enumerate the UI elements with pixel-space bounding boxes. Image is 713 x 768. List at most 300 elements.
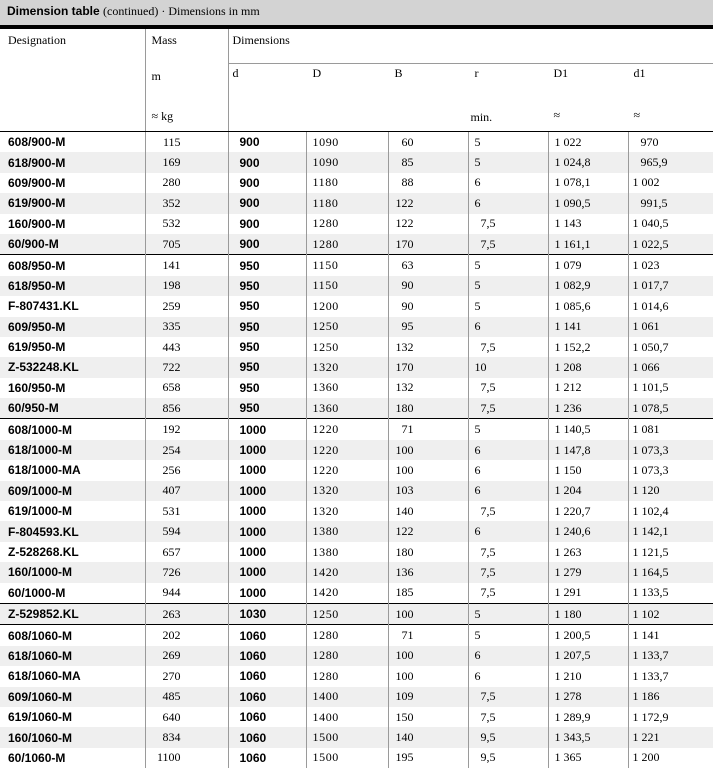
cell-designation: 608/950-M [0, 255, 145, 276]
cell-D: 1400 [306, 687, 388, 707]
cell-B: 122 [388, 214, 468, 234]
cell-mass: 531 [145, 501, 228, 521]
cell-B: 63 [388, 255, 468, 276]
cell-d1: 1 102 [628, 603, 713, 624]
cell-D1: 1 141 [548, 317, 628, 337]
cell-d: 900 [228, 173, 306, 193]
table-row [0, 727, 713, 747]
header-col-r-min: min. [471, 110, 493, 125]
table-row [0, 666, 713, 686]
cell-d: 1000 [228, 419, 306, 440]
cell-B: 140 [388, 727, 468, 747]
cell-mass: 594 [145, 521, 228, 541]
cell-d: 1000 [228, 583, 306, 604]
cell-D1: 1 090,5 [548, 193, 628, 213]
table-row [0, 255, 713, 276]
cell-B: 132 [388, 337, 468, 357]
cell-mass: 269 [145, 646, 228, 666]
cell-designation: 160/950-M [0, 378, 145, 398]
cell-r: 7,5 [468, 214, 548, 234]
cell-D1: 1 147,8 [548, 440, 628, 460]
cell-designation: 609/1000-M [0, 481, 145, 501]
cell-d1: 1 121,5 [628, 542, 713, 562]
cell-d: 1000 [228, 440, 306, 460]
cell-r: 7,5 [468, 501, 548, 521]
cell-D1: 1 143 [548, 214, 628, 234]
cell-D1: 1 263 [548, 542, 628, 562]
cell-designation: 60/1060-M [0, 748, 145, 768]
cell-r: 6 [468, 317, 548, 337]
cell-D1: 1 085,6 [548, 296, 628, 316]
table-row [0, 481, 713, 501]
cell-r: 7,5 [468, 542, 548, 562]
cell-mass: 352 [145, 193, 228, 213]
table-row [0, 460, 713, 480]
cell-d1: 1 133,5 [628, 583, 713, 604]
cell-mass: 115 [145, 132, 228, 153]
header-col-D1-approx: ≈ [554, 108, 561, 123]
cell-d: 1060 [228, 748, 306, 768]
cell-B: 95 [388, 317, 468, 337]
cell-B: 100 [388, 666, 468, 686]
cell-D: 1320 [306, 357, 388, 377]
cell-mass: 169 [145, 152, 228, 172]
cell-mass: 202 [145, 625, 228, 646]
cell-D: 1250 [306, 337, 388, 357]
cell-D: 1150 [306, 276, 388, 296]
cell-d1: 1 017,7 [628, 276, 713, 296]
cell-d: 1000 [228, 542, 306, 562]
cell-designation: Z-528268.KL [0, 542, 145, 562]
cell-designation: 160/1000-M [0, 562, 145, 582]
cell-mass: 259 [145, 296, 228, 316]
cell-B: 170 [388, 234, 468, 255]
cell-D1: 1 210 [548, 666, 628, 686]
cell-D: 1420 [306, 583, 388, 604]
cell-r: 9,5 [468, 727, 548, 747]
cell-d1: 1 141 [628, 625, 713, 646]
cell-B: 140 [388, 501, 468, 521]
cell-B: 122 [388, 193, 468, 213]
cell-r: 7,5 [468, 398, 548, 419]
cell-B: 170 [388, 357, 468, 377]
cell-D1: 1 365 [548, 748, 628, 768]
cell-D1: 1 082,9 [548, 276, 628, 296]
cell-d: 1000 [228, 501, 306, 521]
table-row [0, 132, 713, 153]
cell-designation: Z-529852.KL [0, 603, 145, 624]
cell-d: 950 [228, 378, 306, 398]
table-row [0, 357, 713, 377]
cell-D1: 1 240,6 [548, 521, 628, 541]
cell-d1: 1 172,9 [628, 707, 713, 727]
cell-B: 180 [388, 542, 468, 562]
cell-D: 1320 [306, 501, 388, 521]
cell-d: 950 [228, 357, 306, 377]
cell-r: 5 [468, 625, 548, 646]
cell-d: 950 [228, 276, 306, 296]
cell-designation: 609/950-M [0, 317, 145, 337]
cell-r: 6 [468, 193, 548, 213]
header-col-d1: d1 [634, 66, 646, 81]
cell-d: 950 [228, 296, 306, 316]
cell-D: 1250 [306, 603, 388, 624]
cell-d: 950 [228, 337, 306, 357]
cell-D: 1280 [306, 646, 388, 666]
cell-mass: 335 [145, 317, 228, 337]
table-row [0, 214, 713, 234]
cell-D: 1280 [306, 625, 388, 646]
cell-D: 1180 [306, 173, 388, 193]
cell-D1: 1 079 [548, 255, 628, 276]
table-row [0, 440, 713, 460]
cell-mass: 726 [145, 562, 228, 582]
cell-designation: 608/1000-M [0, 419, 145, 440]
cell-mass: 944 [145, 583, 228, 604]
header-mass-symbol: m [152, 69, 161, 84]
table-body [0, 132, 713, 768]
cell-designation: 60/1000-M [0, 583, 145, 604]
cell-d1: 1 073,3 [628, 460, 713, 480]
cell-d: 900 [228, 234, 306, 255]
cell-mass: 722 [145, 357, 228, 377]
cell-d1: 1 200 [628, 748, 713, 768]
cell-d: 1060 [228, 666, 306, 686]
cell-mass: 141 [145, 255, 228, 276]
header-mass [145, 29, 228, 132]
header-designation-label: Designation [8, 33, 66, 47]
table-row [0, 337, 713, 357]
cell-d1: 991,5 [628, 193, 713, 213]
cell-r: 6 [468, 521, 548, 541]
cell-D: 1360 [306, 398, 388, 419]
cell-r: 5 [468, 255, 548, 276]
cell-d1: 1 022,5 [628, 234, 713, 255]
cell-D: 1280 [306, 666, 388, 686]
table-subtitle: (continued) · Dimensions in mm [103, 4, 260, 18]
table-row [0, 419, 713, 440]
header-designation [0, 29, 145, 132]
cell-d: 950 [228, 255, 306, 276]
cell-r: 7,5 [468, 583, 548, 604]
cell-d1: 1 014,6 [628, 296, 713, 316]
cell-d1: 1 078,5 [628, 398, 713, 419]
cell-D1: 1 207,5 [548, 646, 628, 666]
cell-d: 900 [228, 132, 306, 153]
cell-d1: 1 061 [628, 317, 713, 337]
cell-B: 150 [388, 707, 468, 727]
cell-designation: 618/900-M [0, 152, 145, 172]
cell-designation: 608/900-M [0, 132, 145, 153]
cell-r: 7,5 [468, 378, 548, 398]
cell-d1: 1 023 [628, 255, 713, 276]
cell-D: 1180 [306, 193, 388, 213]
cell-D: 1090 [306, 132, 388, 153]
dimension-table [0, 29, 713, 768]
cell-r: 6 [468, 666, 548, 686]
table-row [0, 748, 713, 768]
table-row [0, 234, 713, 255]
cell-B: 132 [388, 378, 468, 398]
cell-designation: 618/1060-MA [0, 666, 145, 686]
cell-designation: 160/1060-M [0, 727, 145, 747]
header-col-D: D [313, 66, 322, 81]
cell-B: 100 [388, 646, 468, 666]
cell-designation: 619/1060-M [0, 707, 145, 727]
cell-designation: 619/900-M [0, 193, 145, 213]
cell-d: 1060 [228, 646, 306, 666]
cell-B: 90 [388, 276, 468, 296]
cell-B: 85 [388, 152, 468, 172]
cell-d: 1000 [228, 460, 306, 480]
cell-designation: 619/950-M [0, 337, 145, 357]
cell-d: 900 [228, 214, 306, 234]
cell-D: 1280 [306, 234, 388, 255]
cell-D1: 1 204 [548, 481, 628, 501]
cell-D: 1220 [306, 440, 388, 460]
cell-D1: 1 161,1 [548, 234, 628, 255]
cell-d1: 1 133,7 [628, 666, 713, 686]
cell-d1: 1 120 [628, 481, 713, 501]
cell-d: 950 [228, 317, 306, 337]
cell-d1: 1 221 [628, 727, 713, 747]
cell-d: 1000 [228, 521, 306, 541]
cell-designation: 609/1060-M [0, 687, 145, 707]
cell-d: 1000 [228, 481, 306, 501]
cell-d1: 965,9 [628, 152, 713, 172]
cell-B: 122 [388, 521, 468, 541]
cell-B: 109 [388, 687, 468, 707]
table-row [0, 583, 713, 604]
cell-designation: 609/900-M [0, 173, 145, 193]
cell-r: 6 [468, 173, 548, 193]
cell-B: 88 [388, 173, 468, 193]
cell-B: 136 [388, 562, 468, 582]
table-row [0, 501, 713, 521]
cell-D: 1150 [306, 255, 388, 276]
cell-D1: 1 343,5 [548, 727, 628, 747]
cell-B: 103 [388, 481, 468, 501]
cell-r: 7,5 [468, 234, 548, 255]
header-mass-unit: ≈ kg [152, 109, 174, 124]
cell-d1: 1 142,1 [628, 521, 713, 541]
header-dimensions-rule [229, 63, 713, 64]
cell-mass: 1100 [145, 748, 228, 768]
cell-mass: 834 [145, 727, 228, 747]
cell-D: 1360 [306, 378, 388, 398]
cell-d1: 970 [628, 132, 713, 153]
cell-designation: 618/1000-MA [0, 460, 145, 480]
cell-d: 1000 [228, 562, 306, 582]
cell-mass: 532 [145, 214, 228, 234]
cell-designation: 618/1000-M [0, 440, 145, 460]
cell-D: 1090 [306, 152, 388, 172]
table-row [0, 625, 713, 646]
cell-d1: 1 050,7 [628, 337, 713, 357]
cell-D: 1500 [306, 727, 388, 747]
cell-D: 1380 [306, 542, 388, 562]
cell-r: 9,5 [468, 748, 548, 768]
cell-d1: 1 081 [628, 419, 713, 440]
cell-r: 6 [468, 460, 548, 480]
cell-B: 90 [388, 296, 468, 316]
cell-D1: 1 291 [548, 583, 628, 604]
cell-D: 1250 [306, 317, 388, 337]
cell-mass: 443 [145, 337, 228, 357]
cell-d1: 1 164,5 [628, 562, 713, 582]
table-row [0, 193, 713, 213]
cell-B: 185 [388, 583, 468, 604]
cell-d1: 1 040,5 [628, 214, 713, 234]
cell-mass: 407 [145, 481, 228, 501]
cell-mass: 198 [145, 276, 228, 296]
cell-designation: 60/900-M [0, 234, 145, 255]
cell-r: 5 [468, 296, 548, 316]
cell-d: 1060 [228, 625, 306, 646]
cell-r: 5 [468, 132, 548, 153]
cell-B: 71 [388, 625, 468, 646]
cell-D1: 1 078,1 [548, 173, 628, 193]
cell-B: 100 [388, 603, 468, 624]
cell-d: 1060 [228, 687, 306, 707]
cell-D1: 1 180 [548, 603, 628, 624]
cell-D1: 1 140,5 [548, 419, 628, 440]
cell-r: 7,5 [468, 562, 548, 582]
table-row [0, 173, 713, 193]
cell-mass: 705 [145, 234, 228, 255]
cell-d1: 1 102,4 [628, 501, 713, 521]
cell-D: 1220 [306, 460, 388, 480]
cell-d: 1030 [228, 603, 306, 624]
table-row [0, 398, 713, 419]
cell-r: 7,5 [468, 337, 548, 357]
cell-designation: 160/900-M [0, 214, 145, 234]
cell-designation: 618/950-M [0, 276, 145, 296]
cell-mass: 856 [145, 398, 228, 419]
header-dimensions [228, 29, 713, 132]
cell-mass: 280 [145, 173, 228, 193]
table-row [0, 521, 713, 541]
cell-D: 1320 [306, 481, 388, 501]
table-title-bar [0, 0, 713, 25]
cell-designation: 608/1060-M [0, 625, 145, 646]
table-row [0, 378, 713, 398]
cell-D: 1280 [306, 214, 388, 234]
cell-designation: 60/950-M [0, 398, 145, 419]
cell-r: 7,5 [468, 687, 548, 707]
cell-mass: 192 [145, 419, 228, 440]
cell-mass: 658 [145, 378, 228, 398]
cell-d1: 1 133,7 [628, 646, 713, 666]
cell-r: 6 [468, 481, 548, 501]
cell-D1: 1 289,9 [548, 707, 628, 727]
header-mass-label: Mass [152, 33, 177, 48]
table-row [0, 542, 713, 562]
header-col-r: r [475, 66, 479, 81]
cell-D: 1200 [306, 296, 388, 316]
cell-mass: 256 [145, 460, 228, 480]
cell-designation: 618/1060-M [0, 646, 145, 666]
table-row [0, 317, 713, 337]
table-row [0, 707, 713, 727]
cell-D1: 1 220,7 [548, 501, 628, 521]
cell-D1: 1 152,2 [548, 337, 628, 357]
cell-D: 1220 [306, 419, 388, 440]
table-row [0, 152, 713, 172]
cell-d1: 1 101,5 [628, 378, 713, 398]
cell-mass: 270 [145, 666, 228, 686]
cell-d: 1060 [228, 727, 306, 747]
table-row [0, 562, 713, 582]
cell-D: 1400 [306, 707, 388, 727]
cell-r: 5 [468, 276, 548, 296]
cell-d1: 1 066 [628, 357, 713, 377]
cell-d: 900 [228, 193, 306, 213]
table-row [0, 276, 713, 296]
cell-D1: 1 024,8 [548, 152, 628, 172]
cell-r: 5 [468, 419, 548, 440]
header-col-d: d [233, 66, 239, 81]
cell-r: 5 [468, 152, 548, 172]
cell-D1: 1 022 [548, 132, 628, 153]
cell-designation: 619/1000-M [0, 501, 145, 521]
cell-B: 100 [388, 440, 468, 460]
cell-r: 6 [468, 440, 548, 460]
cell-designation: F-804593.KL [0, 521, 145, 541]
cell-D1: 1 212 [548, 378, 628, 398]
cell-r: 6 [468, 646, 548, 666]
header-dimensions-label: Dimensions [233, 33, 290, 48]
cell-mass: 485 [145, 687, 228, 707]
cell-D1: 1 200,5 [548, 625, 628, 646]
cell-d1: 1 002 [628, 173, 713, 193]
cell-B: 180 [388, 398, 468, 419]
cell-D1: 1 278 [548, 687, 628, 707]
cell-D1: 1 236 [548, 398, 628, 419]
cell-B: 71 [388, 419, 468, 440]
cell-r: 7,5 [468, 707, 548, 727]
cell-D1: 1 150 [548, 460, 628, 480]
cell-B: 60 [388, 132, 468, 153]
header-col-D1: D1 [554, 66, 569, 81]
table-header-row [0, 29, 713, 132]
table-title: Dimension table [7, 4, 100, 18]
cell-D: 1420 [306, 562, 388, 582]
cell-d1: 1 186 [628, 687, 713, 707]
cell-D1: 1 279 [548, 562, 628, 582]
table-row [0, 603, 713, 624]
table-row [0, 687, 713, 707]
cell-D1: 1 208 [548, 357, 628, 377]
header-col-d1-approx: ≈ [634, 108, 641, 123]
cell-designation: F-807431.KL [0, 296, 145, 316]
cell-d1: 1 073,3 [628, 440, 713, 460]
cell-d: 950 [228, 398, 306, 419]
cell-mass: 263 [145, 603, 228, 624]
header-col-B: B [395, 66, 403, 81]
cell-B: 100 [388, 460, 468, 480]
table-row [0, 646, 713, 666]
cell-r: 5 [468, 603, 548, 624]
cell-designation: Z-532248.KL [0, 357, 145, 377]
cell-D: 1380 [306, 521, 388, 541]
cell-mass: 657 [145, 542, 228, 562]
table-row [0, 296, 713, 316]
cell-mass: 640 [145, 707, 228, 727]
cell-d: 1060 [228, 707, 306, 727]
cell-B: 195 [388, 748, 468, 768]
cell-D: 1500 [306, 748, 388, 768]
